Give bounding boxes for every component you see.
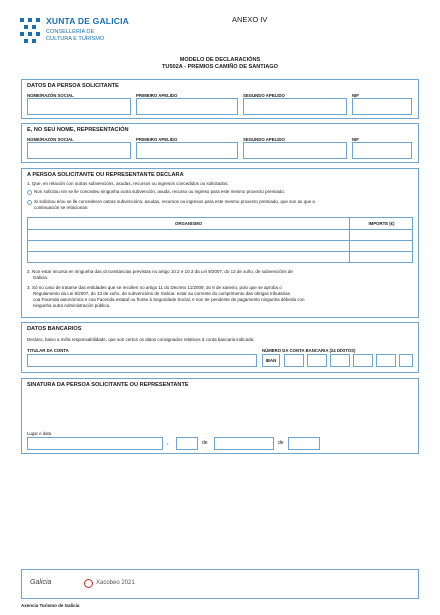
declaration-item-2-line-1: 2. Non estar incursa en ningunha das circunstancias previstas no artigo 10.2 e 10.3 da Lei 9/2007, do 13 de xuño, de subvencións de (27, 269, 293, 274)
option-no-subsidy-label: Non solicitou nin se lle concedeu ningunha outra subvención, axuda, recurso ou ingreso para este mesmo proxecto premiado. (34, 189, 286, 194)
de-label-1: de (202, 440, 208, 446)
xacobeo-mark-icon (84, 579, 93, 588)
xunta-emblem-icon (18, 16, 42, 46)
declaration-item-2-line-2: Galicia. (33, 275, 49, 280)
declaration-item-1: 1. Que, en relación con outras subvencións, axudas, recursos ou ingresos concedidos ou solicitados: (27, 181, 229, 186)
account-group-field[interactable] (307, 354, 327, 367)
agency-name: Axencia Turismo de Galicia (21, 603, 80, 608)
declaration-section (21, 168, 419, 318)
iban-prefix: IBAN (262, 354, 280, 367)
applicant-surname2-field[interactable] (243, 98, 347, 115)
applicant-surname1-field[interactable] (136, 98, 238, 115)
account-group-field[interactable] (376, 354, 396, 367)
place-date-label: Lugar e data (27, 431, 52, 436)
year-field[interactable] (288, 437, 320, 450)
applicant-surname2-label: SEGUNDO APELIDO (243, 93, 285, 98)
option-yes-subsidy-label-line-2: continuación se relacionan: (34, 205, 89, 210)
footer-logos (21, 569, 419, 599)
bank-statement: Declaro, baixo a miña responsabilidade, que son certos os datos consignados relativos á conta bancaria indicada. (27, 337, 255, 342)
account-number-label: NÚMERO DA CONTA BANCARIA (24 DÍXITOS) (262, 348, 356, 353)
applicant-name-label: NOME/RAZÓN SOCIAL (27, 93, 74, 98)
representative-title: E, NO SEU NOME, REPRESENTACIÓN (27, 127, 129, 133)
signature-title: SINATURA DA PERSOA SOLICITANTE OU REPRESENTANTE (27, 382, 189, 388)
table-row-divider (28, 240, 412, 241)
de-label-2: de (278, 440, 284, 446)
declaration-item-3-line-3: coa Facenda autonómica e coa Facenda estatal ou fronte á Seguridade Social, e non ter pendente de pagamento ningunha débeda con (33, 297, 305, 302)
representative-section (21, 123, 419, 163)
applicant-name-field[interactable] (27, 98, 131, 115)
representative-name-field[interactable] (27, 142, 131, 159)
account-holder-label: TITULAR DA CONTA (27, 348, 69, 353)
applicant-section (21, 79, 419, 119)
representative-surname1-label: PRIMEIRO APELIDO (136, 137, 178, 142)
account-holder-field[interactable] (27, 354, 257, 367)
account-group-field[interactable] (353, 354, 373, 367)
month-field[interactable] (214, 437, 274, 450)
anexo-label: ANEXO IV (232, 15, 268, 24)
comma-separator: , (167, 440, 169, 446)
option-no-subsidy-radio[interactable] (27, 190, 32, 195)
declaration-item-3-line-1: 3. Só no caso de tratarse das entidades que se recollen no artigo 11 do Decreto 11/2009, do 8 de xaneiro, polo que se aproba o (27, 285, 282, 290)
table-row-divider (28, 229, 412, 230)
organismo-header: ORGANISMO (175, 221, 202, 226)
importe-header: IMPORTE (€) (368, 221, 395, 226)
declaration-item-3-line-2: Regulamento da Lei 9/2007, do 13 de xuño, de subvencións de Galicia: estar ao corrente do cumprimento das obrigas tributarias (33, 291, 290, 296)
applicant-title: DATOS DA PERSOA SOLICITANTE (27, 83, 119, 89)
representative-nif-label: NIF (352, 137, 359, 142)
signature-section (21, 378, 419, 454)
bank-title: DATOS BANCARIOS (27, 326, 82, 332)
account-group-field[interactable] (399, 354, 413, 367)
declaration-title: A PERSOA SOLICITANTE OU REPRESENTANTE DECLARA (27, 172, 184, 178)
table-row-divider (28, 251, 412, 252)
dept-line-2: CULTURA E TURISMO (46, 35, 105, 42)
applicant-nif-field[interactable] (352, 98, 412, 115)
representative-name-label: NOME/RAZÓN SOCIAL (27, 137, 74, 142)
subsidies-table (27, 217, 413, 263)
option-yes-subsidy-label-line-1: Si solicitou e/ou se lle concederon outras subvencións, axudas, recursos ou ingresos para este mesmo proxecto premiado, que son as que a (34, 199, 315, 204)
bank-section (21, 322, 419, 373)
declaration-item-3-line-4: ningunha outra Administración pública. (33, 303, 111, 308)
department-name (46, 29, 104, 42)
org-name: XUNTA DE GALICIA (46, 16, 130, 26)
model-title-line-2: TU502A - PREMIOS CAMIÑO DE SANTIAGO (161, 64, 279, 70)
representative-surname2-field[interactable] (243, 142, 347, 159)
option-yes-subsidy-radio[interactable] (27, 200, 32, 205)
xacobeo-logo: Xacobeo 2021 (96, 580, 135, 586)
day-field[interactable] (176, 437, 198, 450)
dept-line-1: CONSELLERÍA DE (46, 29, 95, 35)
representative-nif-field[interactable] (352, 142, 412, 159)
xunta-logo (18, 16, 138, 52)
galicia-logo: Galicia (30, 579, 52, 586)
applicant-nif-label: NIF (352, 93, 359, 98)
place-field[interactable] (27, 437, 163, 450)
representative-surname2-label: SEGUNDO APELIDO (243, 137, 285, 142)
account-group-field[interactable] (330, 354, 350, 367)
model-title (0, 57, 440, 71)
applicant-surname1-label: PRIMEIRO APELIDO (136, 93, 178, 98)
iban-field[interactable] (284, 354, 304, 367)
model-title-line-1: MODELO DE DECLARACIÓNS (179, 57, 261, 63)
representative-surname1-field[interactable] (136, 142, 238, 159)
